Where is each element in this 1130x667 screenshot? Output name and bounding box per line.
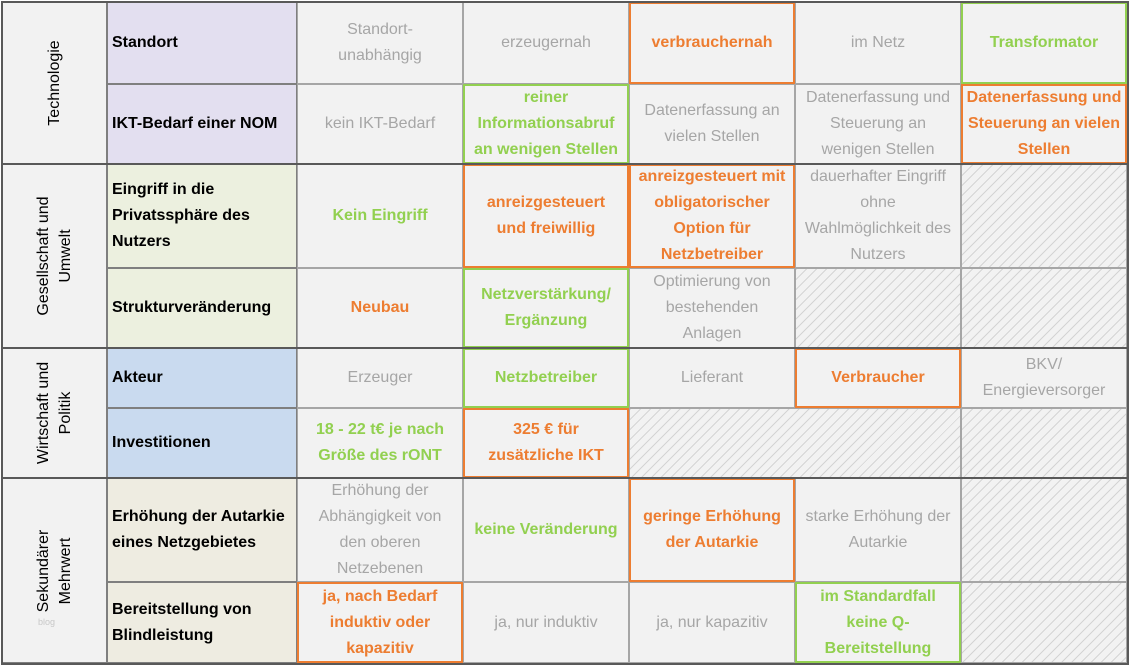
cell-akteur-4: Verbraucher [795,348,961,408]
criterion-blindleistung: Bereitstellung von Blindleistung [107,582,297,663]
cell-blind-4: im Standardfall keine Q- Bereitstellung [795,582,961,663]
cell-autarkie-2: keine Veränderung [463,478,629,582]
category-mehrwert [2,478,107,663]
category-technologie-label: Technologie [45,40,63,126]
cell-eingriff-2: anreizgesteuert und freiwillig [463,164,629,268]
criterion-strukturveraenderung: Strukturveränderung [107,268,297,348]
cell-standort-1: Standort- unabhängig [297,2,463,84]
cell-eingriff-5-empty [961,164,1127,268]
category-technologie [2,2,107,164]
criterion-standort: Standort [107,2,297,84]
cell-struktur-4-empty [795,268,961,348]
cell-blind-1: ja, nach Bedarf induktiv oder kapazitiv [297,582,463,663]
cell-eingriff-3: anreizgesteuert mit obligatorischer Option für Netzbetreiber [629,164,795,268]
cell-standort-2: erzeugernah [463,2,629,84]
cell-standort-3: verbrauchernah [629,2,795,84]
cell-ikt-3: Datenerfassung an vielen Stellen [629,84,795,164]
cell-struktur-5-empty [961,268,1127,348]
cell-blind-3: ja, nur kapazitiv [629,582,795,663]
cell-autarkie-4: starke Erhöhung der Autarkie [795,478,961,582]
category-gesellschaft [2,164,107,348]
criterion-autarkie: Erhöhung der Autarkie eines Netzgebietes [107,478,297,582]
cell-struktur-1: Neubau [297,268,463,348]
cell-autarkie-1: Erhöhung der Abhängigkeit von den oberen Netzebenen [297,478,463,582]
criterion-akteur: Akteur [107,348,297,408]
category-wirtschaft-label: Wirtschaft und Politik [34,361,74,465]
cell-akteur-2: Netzbetreiber [463,348,629,408]
cell-invest-5-empty [961,408,1127,478]
cell-standort-5: Transformator [961,2,1127,84]
cell-ikt-1: kein IKT-Bedarf [297,84,463,164]
cell-blind-5-empty [961,582,1127,663]
category-mehrwert-label: Sekundärer Mehrwert [34,529,74,612]
cell-autarkie-5-empty [961,478,1127,582]
cell-eingriff-1: Kein Eingriff [297,164,463,268]
cell-invest-1: 18 - 22 t€ je nach Größe des rONT [297,408,463,478]
cell-autarkie-3: geringe Erhöhung der Autarkie [629,478,795,582]
criterion-eingriff: Eingriff in die Privatssphäre des Nutzers [107,164,297,268]
cell-standort-4: im Netz [795,2,961,84]
cell-ikt-5: Datenerfassung und Steuerung an vielen Stellen [961,84,1127,164]
cell-ikt-4: Datenerfassung und Steuerung an wenigen Stellen [795,84,961,164]
criterion-investitionen: Investitionen [107,408,297,478]
cell-akteur-5: BKV/ Energieversorger [961,348,1127,408]
category-gesellschaft-label: Gesellschaft und Umwelt [34,196,74,316]
cell-invest-2: 325 € für zusätzliche IKT [463,408,629,478]
cell-blind-2: ja, nur induktiv [463,582,629,663]
cell-eingriff-4: dauerhafter Eingriff ohne Wahlmöglichkeit des Nutzers [795,164,961,268]
cell-akteur-3: Lieferant [629,348,795,408]
category-wirtschaft [2,348,107,478]
cell-struktur-3: Optimierung von bestehenden Anlagen [629,268,795,348]
watermark: blog [38,617,56,627]
cell-struktur-2: Netzverstärkung/ Ergänzung [463,268,629,348]
cell-ikt-2: reiner Informationsabruf an wenigen Stellen [463,84,629,164]
criterion-ikt-bedarf: IKT-Bedarf einer NOM [107,84,297,164]
cell-invest-3-empty [629,408,961,478]
cell-akteur-1: Erzeuger [297,348,463,408]
